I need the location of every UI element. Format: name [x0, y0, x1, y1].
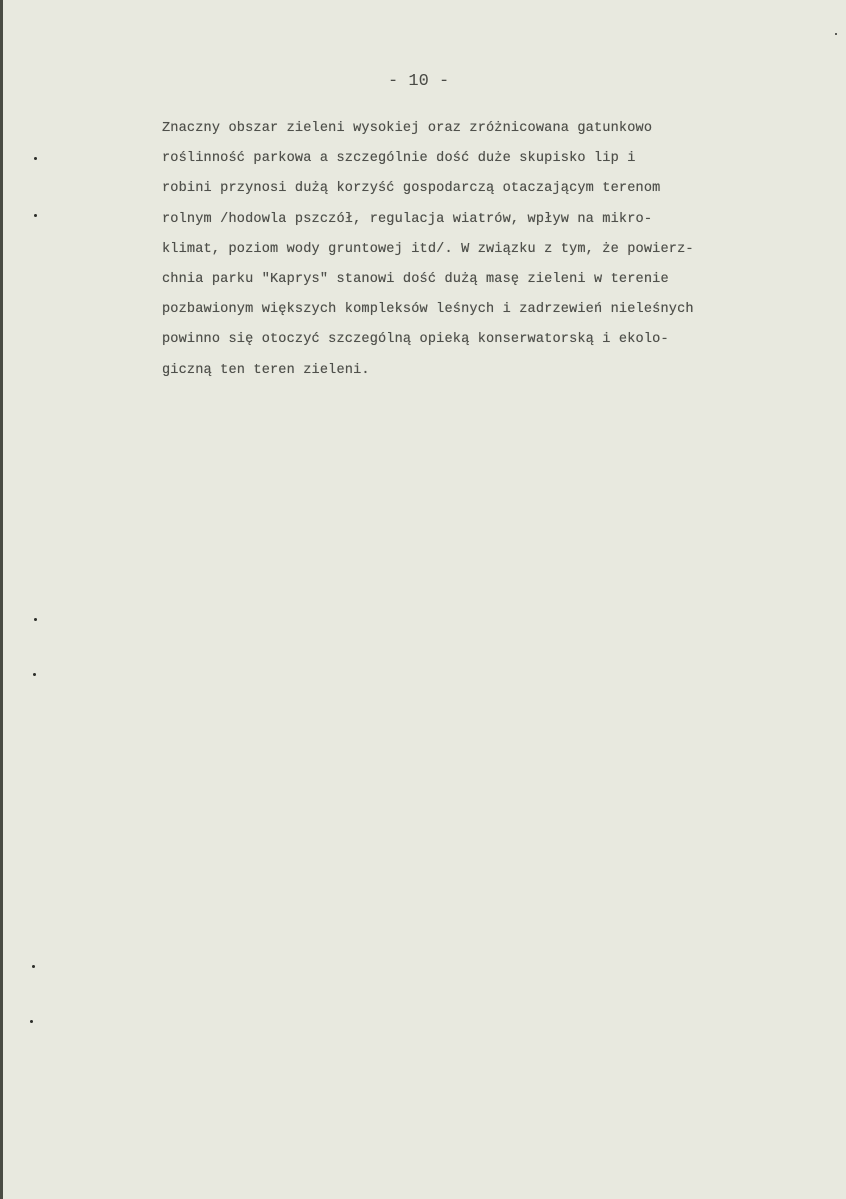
- text-line: pozbawionym większych kompleksów leśnych i zadrzewień nieleśnych: [162, 302, 694, 318]
- margin-mark: [34, 214, 37, 217]
- text-line: rolnym /hodowla pszczół, regulacja wiatrów, wpływ na mikro-: [162, 211, 653, 227]
- text-line: roślinność parkowa a szczególnie dość duże skupisko lip i: [162, 151, 636, 167]
- text-line: Znaczny obszar zieleni wysokiej oraz zróżnicowana gatunkowo: [162, 121, 653, 136]
- margin-mark: [835, 33, 837, 35]
- margin-mark: [32, 965, 35, 968]
- page-edge: [0, 0, 3, 1199]
- text-line: giczną ten teren zieleni.: [162, 362, 370, 378]
- text-line: chnia parku "Kaprys" stanowi dość dużą masę zieleni w terenie: [162, 272, 669, 288]
- paragraph: [162, 114, 846, 386]
- document-page: [3, 0, 846, 1199]
- text-line: powinno się otoczyć szczególną opieką konserwatorską i ekolo-: [162, 332, 669, 348]
- page-number: - 10 -: [388, 72, 450, 91]
- text-line: robini przynosi dużą korzyść gospodarczą otaczającym terenom: [162, 181, 661, 197]
- margin-mark: [33, 673, 36, 676]
- margin-mark: [30, 1020, 33, 1023]
- margin-mark: [34, 618, 37, 621]
- text-line: klimat, poziom wody gruntowej itd/. W związku z tym, że powierz-: [162, 241, 694, 257]
- margin-mark: [34, 157, 37, 160]
